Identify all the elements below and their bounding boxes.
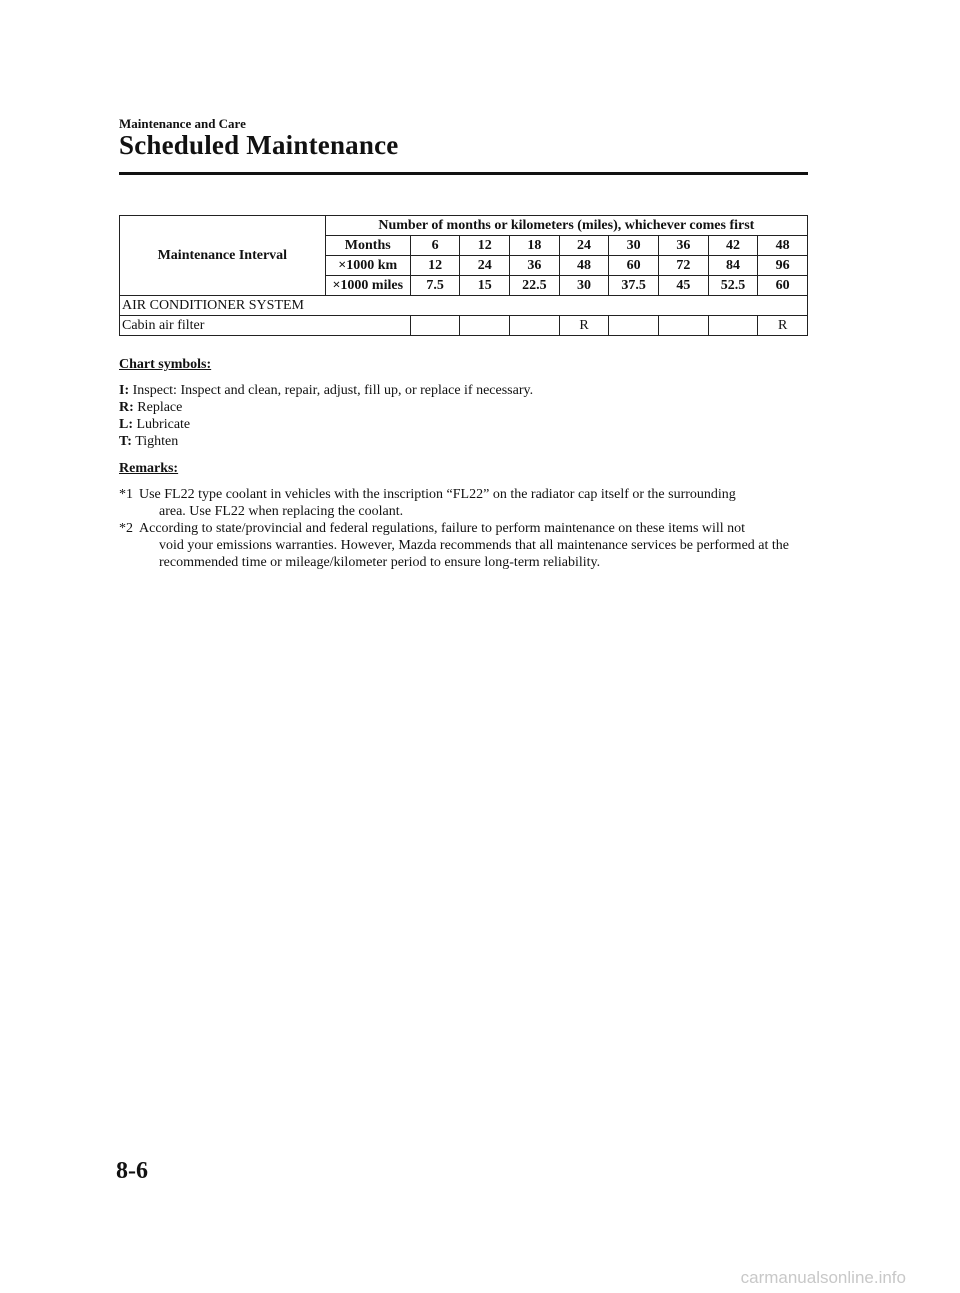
watermark: carmanualsonline.info xyxy=(740,1268,906,1287)
section-label: Maintenance and Care xyxy=(119,116,246,131)
table-cell xyxy=(708,316,758,336)
symbol-key: T: xyxy=(119,434,132,449)
symbol-text: Tighten xyxy=(135,434,179,449)
page-title: Scheduled Maintenance xyxy=(119,130,399,160)
interval-label-cell: Maintenance Interval xyxy=(120,216,326,296)
table-cell: 72 xyxy=(659,256,709,276)
table-cell: 52.5 xyxy=(708,276,758,296)
table-cell: 84 xyxy=(708,256,758,276)
note-line: Use FL22 type coolant in vehicles with the inscription “FL22” on the radiator cap itself or the surrounding xyxy=(139,487,736,502)
table-cell: R xyxy=(758,316,808,336)
table-row xyxy=(120,296,808,316)
note-text xyxy=(139,486,808,520)
table-cell xyxy=(510,316,560,336)
table-cell xyxy=(609,316,659,336)
table-cell: 37.5 xyxy=(609,276,659,296)
table-cell: 96 xyxy=(758,256,808,276)
page-number: 8-6 xyxy=(116,1158,148,1184)
symbol-text: Inspect: Inspect and clean, repair, adjust, fill up, or replace if necessary. xyxy=(132,383,534,398)
symbol-text: Lubricate xyxy=(136,417,191,432)
list-item xyxy=(119,433,808,450)
table-cell: 24 xyxy=(460,256,510,276)
table-cell: 7.5 xyxy=(410,276,460,296)
table-cell: 30 xyxy=(609,236,659,256)
chart-symbols xyxy=(119,356,808,450)
chart-symbols-heading: Chart symbols: xyxy=(119,357,212,372)
list-item xyxy=(119,399,808,416)
table-cell: 12 xyxy=(460,236,510,256)
section-row-air-conditioner: AIR CONDITIONER SYSTEM xyxy=(120,296,808,316)
table-cell: 6 xyxy=(410,236,460,256)
symbol-key: L: xyxy=(119,417,133,432)
symbol-key: I: xyxy=(119,383,130,398)
table-cell: 60 xyxy=(609,256,659,276)
table-cell: 48 xyxy=(559,256,609,276)
list-item xyxy=(119,520,808,571)
symbol-text: Replace xyxy=(137,400,183,415)
list-item xyxy=(119,486,808,520)
remarks xyxy=(119,460,808,571)
title-rule xyxy=(119,172,808,175)
table-cell: 45 xyxy=(659,276,709,296)
note-continuation: area. Use FL22 when replacing the coolant. xyxy=(159,504,404,519)
table-row xyxy=(120,216,808,236)
table-cell: 12 xyxy=(410,256,460,276)
row-label-miles: ×1000 miles xyxy=(325,276,410,296)
table-cell: 36 xyxy=(510,256,560,276)
remarks-heading: Remarks: xyxy=(119,461,179,476)
table-cell xyxy=(410,316,460,336)
maintenance-schedule-table xyxy=(119,215,808,336)
table-cell: 48 xyxy=(758,236,808,256)
list-item xyxy=(119,382,808,399)
table-cell xyxy=(460,316,510,336)
note-text xyxy=(139,520,808,571)
row-label-months: Months xyxy=(325,236,410,256)
table-cell: 15 xyxy=(460,276,510,296)
note-number: *1 xyxy=(119,487,133,502)
row-label-km: ×1000 km xyxy=(325,256,410,276)
note-continuation: void your emissions warranties. However, Mazda recommends that all maintenance services be performed at the recommended time or mileage/kilometer period to ensure long-term reliability. xyxy=(159,538,789,570)
symbol-key: R: xyxy=(119,400,134,415)
span-header-cell: Number of months or kilometers (miles), whichever comes first xyxy=(325,216,807,236)
table-cell xyxy=(659,316,709,336)
note-line: According to state/provincial and federal regulations, failure to perform maintenance on these items will not xyxy=(139,521,746,536)
table-cell: R xyxy=(559,316,609,336)
list-item xyxy=(119,416,808,433)
table-row xyxy=(120,316,808,336)
table-cell: 24 xyxy=(559,236,609,256)
table-cell: 60 xyxy=(758,276,808,296)
note-number: *2 xyxy=(119,521,133,536)
table-cell: 30 xyxy=(559,276,609,296)
table-cell: 18 xyxy=(510,236,560,256)
table-cell: 22.5 xyxy=(510,276,560,296)
table-cell: 42 xyxy=(708,236,758,256)
item-label-cabin-air-filter: Cabin air filter xyxy=(120,316,411,336)
table-cell: 36 xyxy=(659,236,709,256)
